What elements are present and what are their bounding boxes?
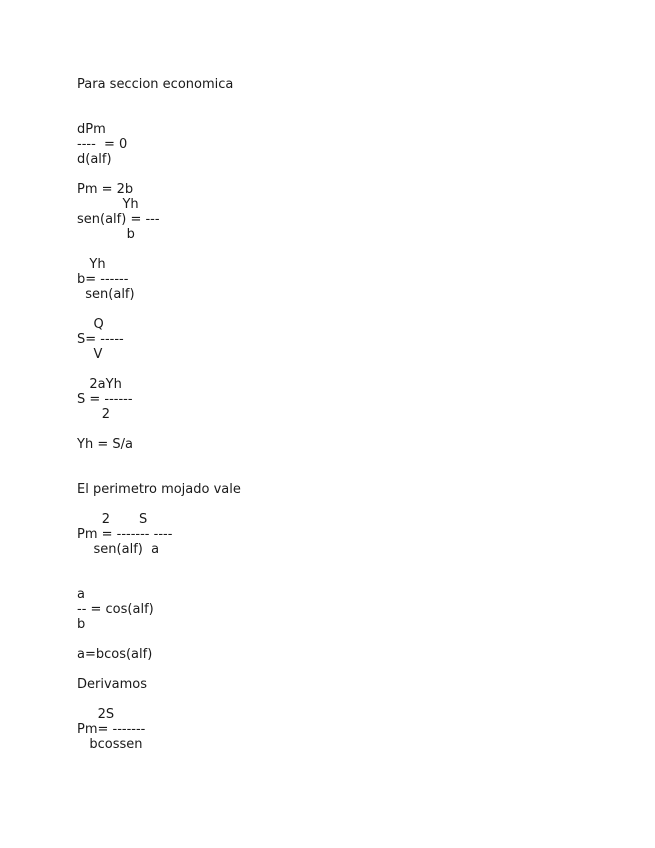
eq11-fraction-line: Pm= ------- <box>77 722 146 737</box>
heading-derivamos: Derivamos <box>77 677 148 692</box>
eq8-numerator: 2 S <box>77 512 148 527</box>
heading-seccion-economica: Para seccion economica <box>77 77 234 92</box>
eq9-numerator: a <box>77 587 85 602</box>
eq9-denominator: b <box>77 617 86 632</box>
eq6-numerator: 2aYh <box>77 377 122 392</box>
eq1-fraction-line: ---- = 0 <box>77 137 128 152</box>
eq1-denominator: d(alf) <box>77 152 112 167</box>
heading-perimetro-mojado: El perimetro mojado vale <box>77 482 241 497</box>
eq9-fraction-line: -- = cos(alf) <box>77 602 154 617</box>
eq4-fraction-line: b= ------ <box>77 272 129 287</box>
eq8-denominator: sen(alf) a <box>77 542 160 557</box>
eq6-fraction-line: S = ------ <box>77 392 133 407</box>
eq7-line: Yh = S/a <box>77 437 133 452</box>
eq3-denominator: b <box>77 227 135 242</box>
eq10-line: a=bcos(alf) <box>77 647 153 662</box>
eq4-denominator: sen(alf) <box>77 287 135 302</box>
eq5-denominator: V <box>77 347 103 362</box>
eq5-numerator: Q <box>77 317 104 332</box>
eq8-fraction-line: Pm = ------- ---- <box>77 527 173 542</box>
eq3-numerator: Yh <box>77 197 139 212</box>
eq3-fraction-line: sen(alf) = --- <box>77 212 160 227</box>
eq1-numerator: dPm <box>77 122 106 137</box>
eq4-numerator: Yh <box>77 257 106 272</box>
eq2-line: Pm = 2b <box>77 182 134 197</box>
eq6-denominator: 2 <box>77 407 111 422</box>
eq11-numerator: 2S <box>77 707 115 722</box>
eq11-denominator: bcossen <box>77 737 143 752</box>
eq5-fraction-line: S= ----- <box>77 332 124 347</box>
